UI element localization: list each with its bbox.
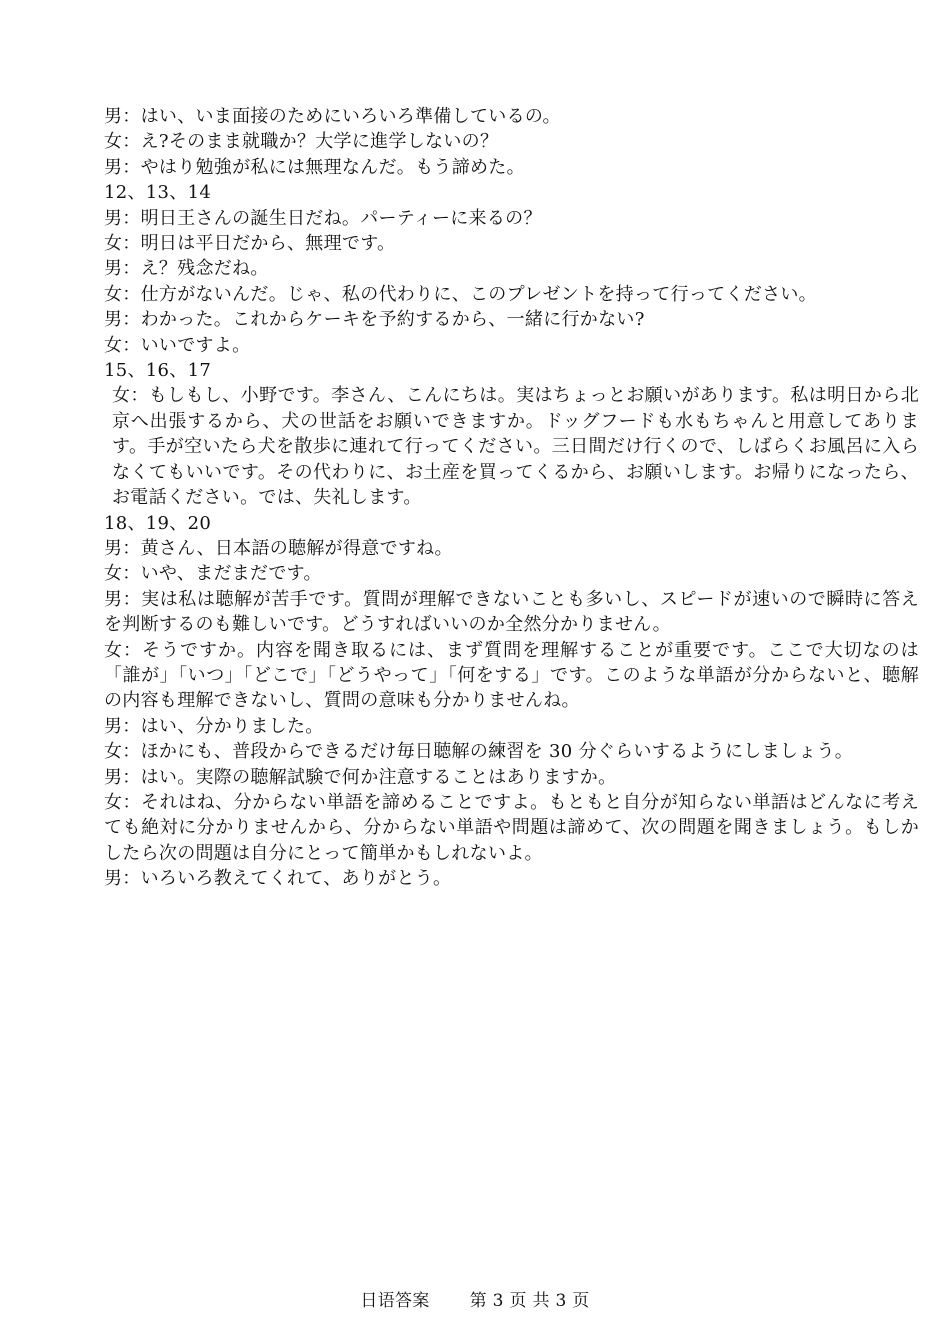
dialogue-line: 女：いや、まだまだです。 bbox=[104, 563, 322, 585]
dialogue-line: 女：仕方がないんだ。じゃ、私の代わりに、このプレゼントを持って行ってください。 bbox=[104, 283, 817, 305]
dialogue-line: 女：え?そのまま就職か？大学に進学しないの？ bbox=[104, 131, 499, 153]
dialogue-line: 男：明日王さんの誕生日だね。パーティーに来るの？ bbox=[104, 207, 542, 229]
dialogue-line: 男：いろいろ教えてくれて、ありがとう。 bbox=[104, 868, 452, 890]
question-number-heading: 12、13、14 bbox=[104, 182, 212, 204]
question-number-heading: 18、19、20 bbox=[104, 512, 212, 534]
dialogue-line: 女：明日は平日だから、無理です。 bbox=[104, 233, 396, 255]
dialogue-line: 男：黄さん、日本語の聴解が得意ですね。 bbox=[104, 537, 453, 559]
footer-title: 日语答案 bbox=[360, 1291, 430, 1311]
question-number-heading: 15、16、17 bbox=[104, 360, 212, 382]
monologue-paragraph: 女：もしもし、小野です。李さん、こんにちは。実はちょっとお願いがあります。私は明日から北京へ出張するから、犬の世話をお願いできますか。ドッグフードも水もちゃんと用意してあります。手が空いたら犬を散歩に連れて行ってください。三日間だけ行くので、しばらくお風呂に入らなくてもいいです。その代わりに、お土産を買ってくるから、お願いします。お帰りになったら、お電話ください。では、失礼します。 bbox=[112, 385, 919, 509]
dialogue-line: 男：やはり勉強が私には無理なんだ。もう諦めた。 bbox=[104, 156, 525, 178]
dialogue-line: 男：はい。実際の聴解試験で何か注意することはありますか。 bbox=[104, 766, 617, 788]
dialogue-paragraph: 男：実は私は聴解が苦手です。質問が理解できないことも多いし、スピードが速いので瞬時に答えを判断するのも難しいです。どうすればいいのか全然分かりません。 bbox=[104, 588, 919, 636]
page-footer bbox=[0, 1290, 950, 1312]
dialogue-paragraph: 女：それはね、分からない単語を諦めることですよ。もともと自分が知らない単語はどんなに考えても絶対に分かりませんから、分からない単語や問題は諦めて、次の問題を聞きましょう。もしかしたら次の問題は自分にとって簡単かもしれないよ。 bbox=[104, 791, 919, 864]
document-body bbox=[104, 104, 919, 892]
dialogue-line: 男：はい、いま面接のためにいろいろ準備しているの。 bbox=[104, 106, 561, 127]
dialogue-line: 男：はい、分かりました。 bbox=[104, 715, 324, 737]
dialogue-paragraph: 女：そうですか。内容を聞き取るには、まず質問を理解することが重要です。ここで大切なのは「誰が」「いつ」「どこで」「どうやって」「何をする」です。このような単語が分からないと、聴解の内容も理解できないし、質問の意味も分かりませんね。 bbox=[104, 639, 919, 712]
dialogue-line: 男：わかった。これからケーキを予約するから、一緒に行かない? bbox=[104, 309, 645, 331]
dialogue-line: 男：え？残念だね。 bbox=[104, 258, 269, 280]
dialogue-line: 女：いいですよ。 bbox=[104, 334, 251, 356]
dialogue-line: 女：ほかにも、普段からできるだけ毎日聴解の練習を 30 分ぐらいするようにしましょう。 bbox=[104, 741, 854, 763]
page-number: 第 3 页 共 3 页 bbox=[469, 1291, 590, 1311]
